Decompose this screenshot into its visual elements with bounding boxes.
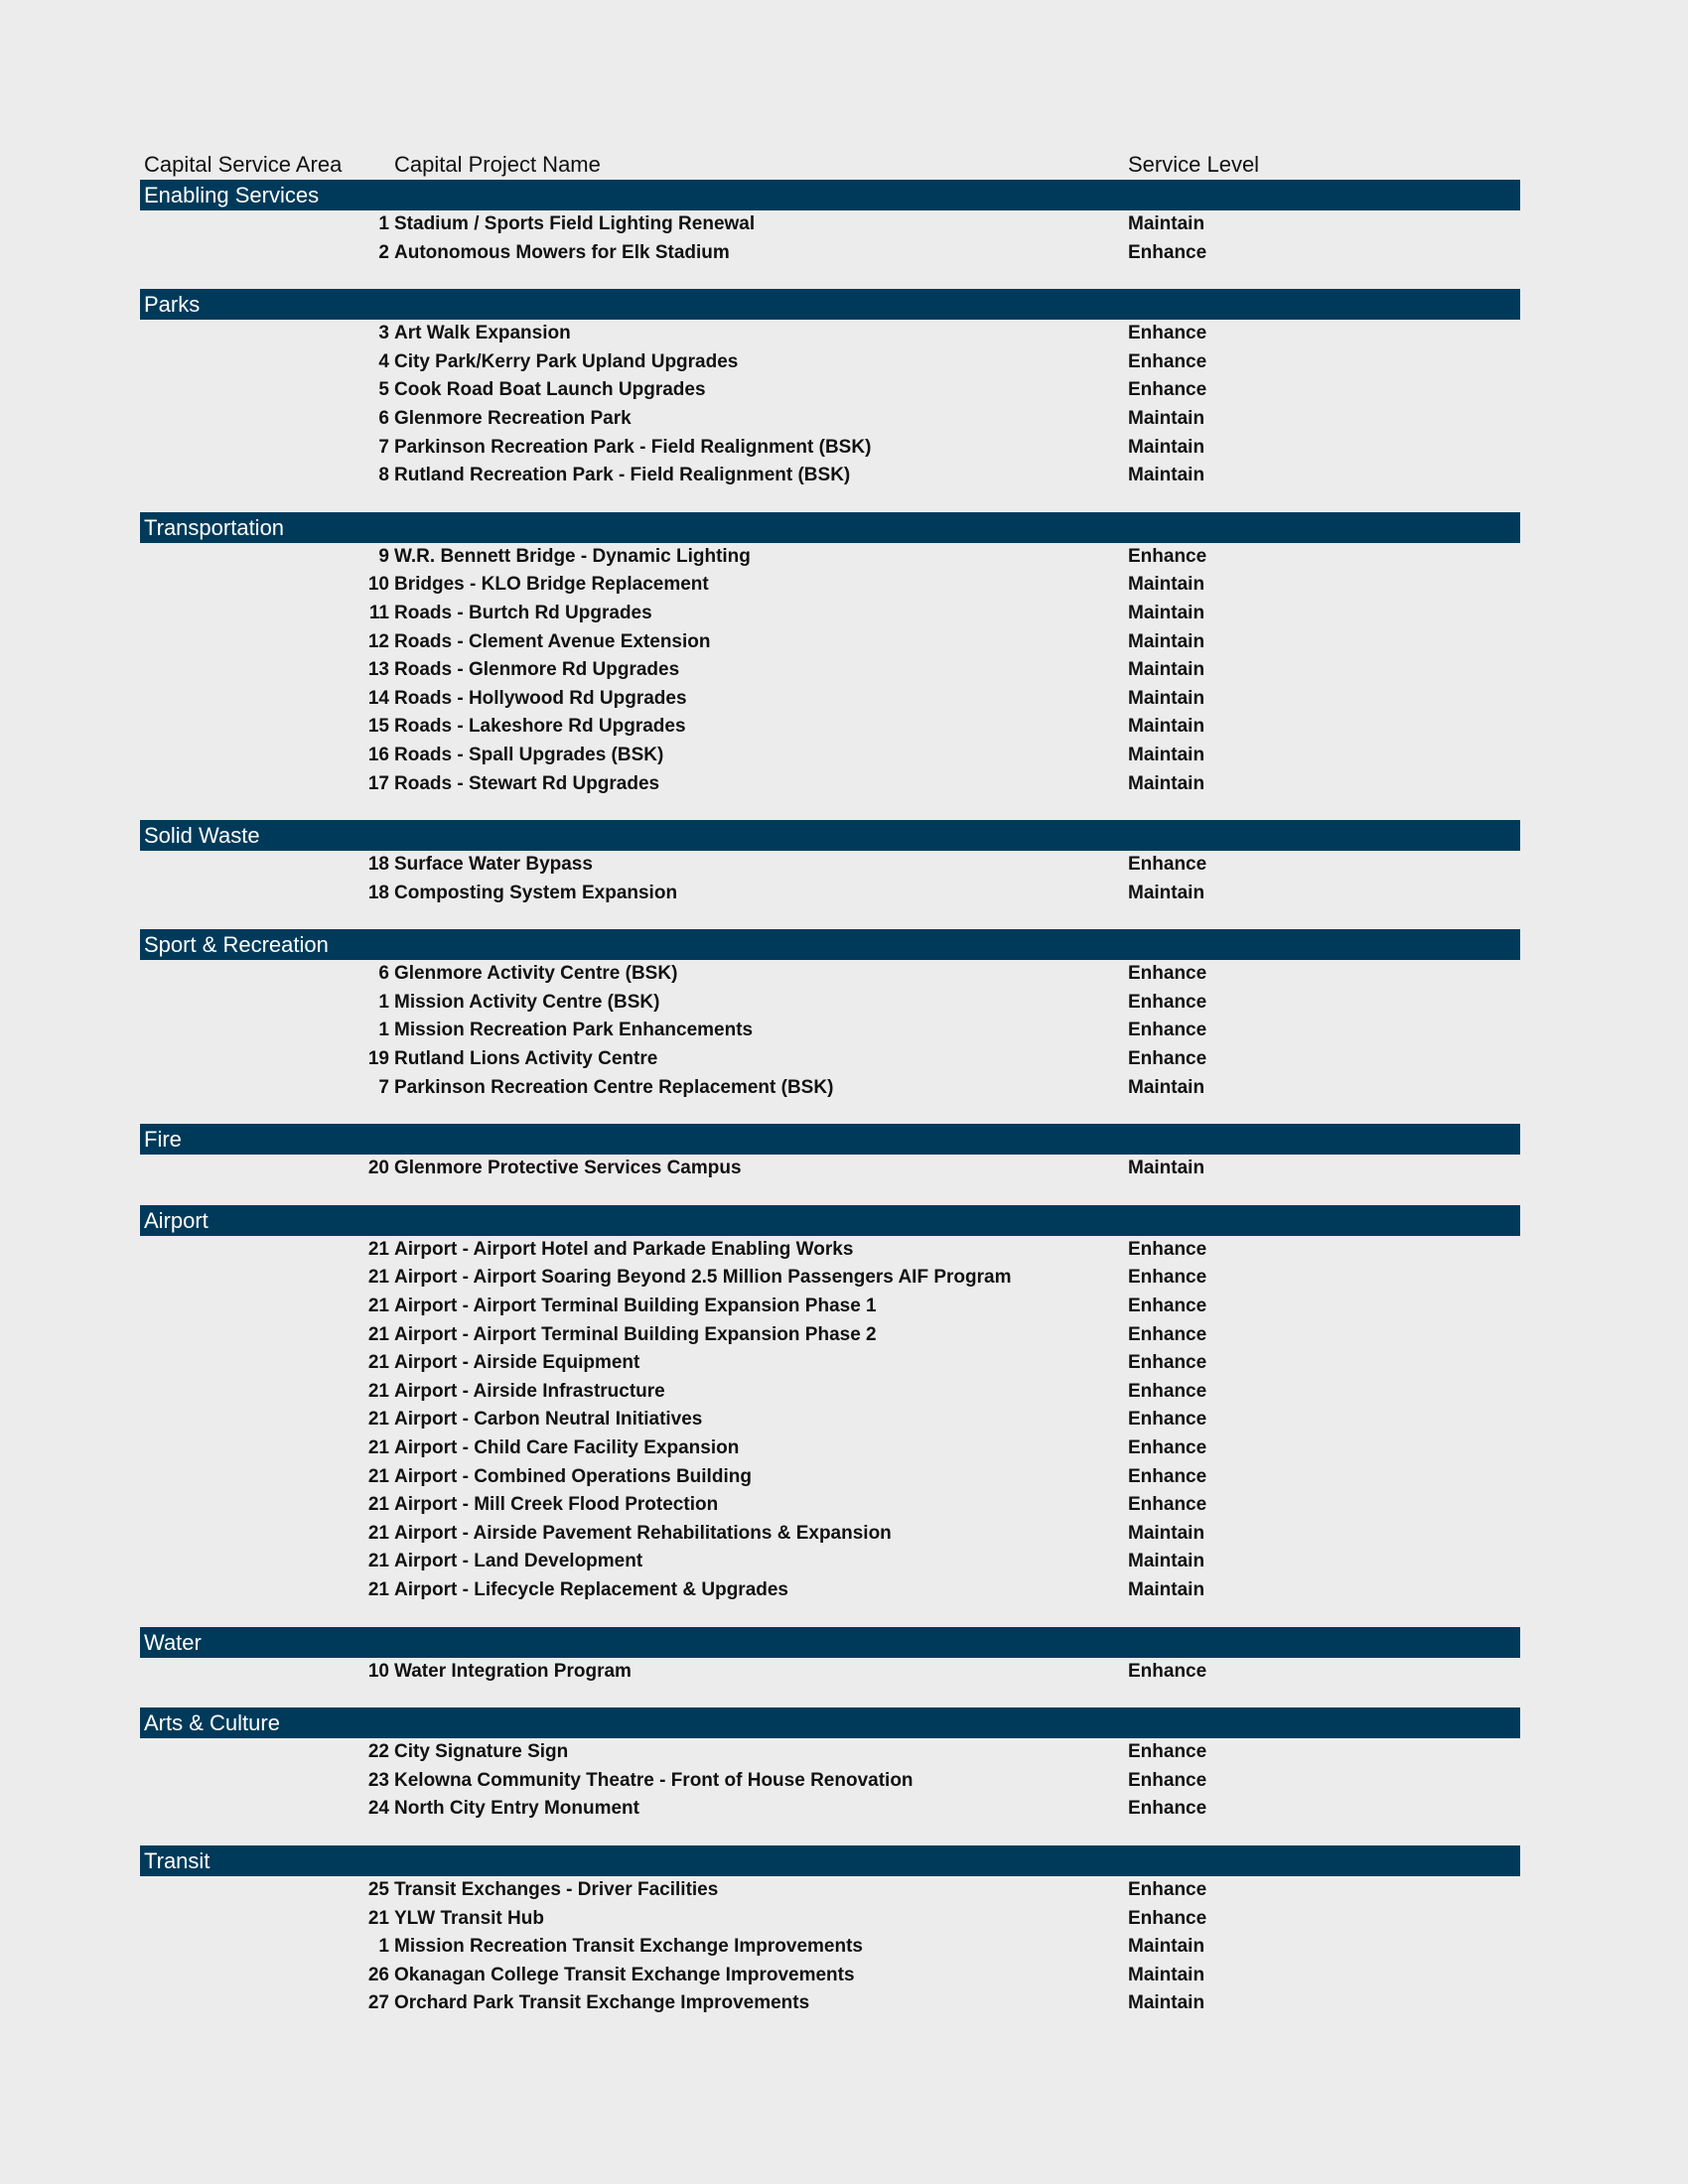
project-name: Glenmore Protective Services Campus — [394, 1158, 742, 1179]
service-level: Maintain — [1128, 772, 1205, 794]
table-row — [140, 770, 1520, 799]
project-number: 21 — [367, 1238, 389, 1260]
table-row — [140, 600, 1520, 628]
section-header: Solid Waste — [140, 820, 1520, 851]
project-number: 1 — [378, 1020, 389, 1041]
project-name: Airport - Airport Soaring Beyond 2.5 Million Passengers AIF Program — [394, 1267, 1012, 1289]
service-level: Maintain — [1128, 574, 1205, 596]
project-number: 13 — [367, 659, 389, 681]
project-name: Airport - Airport Hotel and Parkade Enabling Works — [394, 1238, 854, 1260]
table-row — [140, 348, 1520, 377]
section-spacer — [140, 267, 1520, 289]
column-header-project-name: Capital Project Name — [394, 152, 601, 177]
section — [140, 1205, 1520, 1627]
service-level: Enhance — [1128, 350, 1207, 372]
project-number: 21 — [367, 1494, 389, 1516]
section-spacer — [140, 798, 1520, 820]
table-row — [140, 462, 1520, 490]
project-number: 19 — [367, 1048, 389, 1070]
project-name: Roads - Hollywood Rd Upgrades — [394, 687, 687, 709]
service-level: Enhance — [1128, 1741, 1207, 1763]
project-name: Roads - Lakeshore Rd Upgrades — [394, 716, 686, 738]
project-number: 16 — [367, 744, 389, 765]
table-row — [140, 989, 1520, 1018]
section — [140, 1124, 1520, 1205]
project-number: 21 — [367, 1465, 389, 1487]
section — [140, 1845, 1520, 2018]
section — [140, 820, 1520, 929]
project-name: Cook Road Boat Launch Upgrades — [394, 379, 706, 401]
table-row — [140, 320, 1520, 348]
service-level: Enhance — [1128, 963, 1207, 985]
section-header: Water — [140, 1627, 1520, 1658]
project-number: 21 — [367, 1296, 389, 1317]
service-level: Maintain — [1128, 744, 1205, 765]
project-name: Airport - Land Development — [394, 1551, 643, 1572]
project-name: Rutland Lions Activity Centre — [394, 1048, 658, 1070]
service-level: Enhance — [1128, 1769, 1207, 1791]
table-row — [140, 1576, 1520, 1605]
service-level: Enhance — [1128, 1238, 1207, 1260]
service-level: Maintain — [1128, 1076, 1205, 1098]
section — [140, 1627, 1520, 1708]
project-number: 7 — [378, 1076, 389, 1098]
service-level: Enhance — [1128, 1465, 1207, 1487]
service-level: Enhance — [1128, 1798, 1207, 1820]
service-level: Enhance — [1128, 1267, 1207, 1289]
project-number: 21 — [367, 1437, 389, 1458]
service-level: Maintain — [1128, 716, 1205, 738]
service-level: Maintain — [1128, 1992, 1205, 2014]
service-level: Enhance — [1128, 1048, 1207, 1070]
capital-projects-table — [140, 149, 1520, 2018]
service-level: Enhance — [1128, 854, 1207, 876]
project-number: 8 — [378, 465, 389, 486]
service-level: Enhance — [1128, 1907, 1207, 1929]
table-row — [140, 656, 1520, 685]
table-row — [140, 628, 1520, 657]
project-name: Water Integration Program — [394, 1660, 632, 1682]
project-number: 23 — [367, 1769, 389, 1791]
section-header: Transit — [140, 1845, 1520, 1876]
section-spacer — [140, 907, 1520, 929]
project-name: Transit Exchanges - Driver Facilities — [394, 1878, 719, 1900]
project-number: 10 — [367, 1660, 389, 1682]
table-row — [140, 1017, 1520, 1045]
service-level: Maintain — [1128, 630, 1205, 652]
service-level: Enhance — [1128, 991, 1207, 1013]
project-name: Rutland Recreation Park - Field Realignment (BSK) — [394, 465, 851, 486]
project-name: Airport - Airside Pavement Rehabilitations & Expansion — [394, 1522, 892, 1544]
project-name: Parkinson Recreation Centre Replacement (BSK) — [394, 1076, 834, 1098]
service-level: Enhance — [1128, 1020, 1207, 1041]
project-name: Bridges - KLO Bridge Replacement — [394, 574, 709, 596]
project-name: Stadium / Sports Field Lighting Renewal — [394, 213, 756, 234]
service-level: Maintain — [1128, 213, 1205, 234]
section-spacer — [140, 1686, 1520, 1707]
project-number: 1 — [378, 991, 389, 1013]
project-name: YLW Transit Hub — [394, 1907, 544, 1929]
project-name: Orchard Park Transit Exchange Improvements — [394, 1992, 810, 2014]
project-name: Roads - Glenmore Rd Upgrades — [394, 659, 680, 681]
project-name: Parkinson Recreation Park - Field Realignment (BSK) — [394, 436, 872, 458]
project-name: Mission Recreation Transit Exchange Improvements — [394, 1936, 863, 1958]
project-number: 6 — [378, 407, 389, 429]
table-row — [140, 210, 1520, 239]
project-name: Mission Recreation Park Enhancements — [394, 1020, 754, 1041]
table-row — [140, 685, 1520, 714]
project-name: City Park/Kerry Park Upland Upgrades — [394, 350, 739, 372]
project-number: 4 — [378, 350, 389, 372]
table-row — [140, 1378, 1520, 1407]
section-header: Parks — [140, 289, 1520, 320]
table-row — [140, 1962, 1520, 1990]
project-number: 22 — [367, 1741, 389, 1763]
service-level: Enhance — [1128, 1380, 1207, 1402]
table-row — [140, 1738, 1520, 1767]
project-name: Airport - Airport Terminal Building Expansion Phase 2 — [394, 1323, 877, 1345]
project-number: 12 — [367, 630, 389, 652]
project-number: 14 — [367, 687, 389, 709]
project-name: Airport - Airport Terminal Building Expansion Phase 1 — [394, 1296, 877, 1317]
project-name: Airport - Mill Creek Flood Protection — [394, 1494, 719, 1516]
table-row — [140, 1658, 1520, 1687]
project-number: 17 — [367, 772, 389, 794]
section-header: Airport — [140, 1205, 1520, 1236]
service-level: Enhance — [1128, 1660, 1207, 1682]
project-name: Roads - Clement Avenue Extension — [394, 630, 711, 652]
service-level: Maintain — [1128, 436, 1205, 458]
project-name: Kelowna Community Theatre - Front of House Renovation — [394, 1769, 914, 1791]
service-level: Maintain — [1128, 465, 1205, 486]
project-name: Airport - Airside Equipment — [394, 1352, 640, 1374]
project-name: Roads - Burtch Rd Upgrades — [394, 602, 652, 623]
project-number: 3 — [378, 323, 389, 344]
service-level: Enhance — [1128, 1409, 1207, 1431]
section — [140, 1707, 1520, 1845]
table-row — [140, 1876, 1520, 1905]
table-row — [140, 1321, 1520, 1350]
column-header-service-area: Capital Service Area — [144, 152, 343, 177]
service-level: Maintain — [1128, 1964, 1205, 1985]
project-number: 11 — [368, 602, 389, 623]
service-level: Maintain — [1128, 1936, 1205, 1958]
project-name: Mission Activity Centre (BSK) — [394, 991, 660, 1013]
project-number: 21 — [367, 1323, 389, 1345]
table-row — [140, 1293, 1520, 1321]
project-name: Airport - Lifecycle Replacement & Upgrades — [394, 1578, 788, 1600]
project-name: Airport - Combined Operations Building — [394, 1465, 752, 1487]
table-row — [140, 1074, 1520, 1103]
table-row — [140, 239, 1520, 268]
project-number: 21 — [367, 1551, 389, 1572]
section-header: Enabling Services — [140, 180, 1520, 210]
project-number: 1 — [378, 213, 389, 234]
service-level: Enhance — [1128, 1296, 1207, 1317]
table-row — [140, 851, 1520, 880]
table-row — [140, 571, 1520, 600]
section-spacer — [140, 490, 1520, 512]
table-row — [140, 880, 1520, 908]
project-number: 18 — [367, 854, 389, 876]
table-row — [140, 405, 1520, 434]
project-number: 21 — [367, 1352, 389, 1374]
project-name: Surface Water Bypass — [394, 854, 593, 876]
service-level: Enhance — [1128, 1494, 1207, 1516]
section — [140, 180, 1520, 289]
service-level: Maintain — [1128, 602, 1205, 623]
project-number: 21 — [367, 1907, 389, 1929]
table-row — [140, 1264, 1520, 1293]
table-row — [140, 1236, 1520, 1265]
section-spacer — [140, 1183, 1520, 1205]
service-level: Enhance — [1128, 323, 1207, 344]
table-row — [140, 376, 1520, 405]
service-level: Maintain — [1128, 1578, 1205, 1600]
project-number: 24 — [367, 1798, 389, 1820]
table-row — [140, 713, 1520, 742]
project-number: 20 — [367, 1158, 389, 1179]
service-level: Enhance — [1128, 1437, 1207, 1458]
service-level: Maintain — [1128, 687, 1205, 709]
section-header: Sport & Recreation — [140, 929, 1520, 960]
project-name: Airport - Carbon Neutral Initiatives — [394, 1409, 703, 1431]
project-number: 10 — [367, 574, 389, 596]
service-level: Maintain — [1128, 1158, 1205, 1179]
project-name: City Signature Sign — [394, 1741, 569, 1763]
table-row — [140, 1155, 1520, 1183]
table-row — [140, 434, 1520, 463]
section-header: Arts & Culture — [140, 1707, 1520, 1738]
table-row — [140, 742, 1520, 770]
service-level: Enhance — [1128, 545, 1207, 567]
service-level: Enhance — [1128, 1878, 1207, 1900]
project-name: Autonomous Mowers for Elk Stadium — [394, 241, 730, 263]
project-number: 21 — [367, 1522, 389, 1544]
table-row — [140, 1767, 1520, 1796]
table-row — [140, 1933, 1520, 1962]
project-name: Airport - Airside Infrastructure — [394, 1380, 665, 1402]
service-level: Maintain — [1128, 659, 1205, 681]
table-row — [140, 1406, 1520, 1434]
service-level: Maintain — [1128, 1551, 1205, 1572]
project-number: 21 — [367, 1380, 389, 1402]
service-level: Enhance — [1128, 241, 1207, 263]
project-number: 21 — [367, 1578, 389, 1600]
project-number: 5 — [378, 379, 389, 401]
table-row — [140, 1548, 1520, 1576]
service-level: Maintain — [1128, 1522, 1205, 1544]
table-row — [140, 1349, 1520, 1378]
project-name: Roads - Stewart Rd Upgrades — [394, 772, 660, 794]
section — [140, 289, 1520, 512]
project-number: 7 — [378, 436, 389, 458]
table-row — [140, 1905, 1520, 1934]
section — [140, 929, 1520, 1124]
section-header: Transportation — [140, 512, 1520, 543]
project-number: 9 — [378, 545, 389, 567]
project-number: 18 — [367, 882, 389, 903]
service-level: Enhance — [1128, 379, 1207, 401]
table-row — [140, 1491, 1520, 1520]
project-number: 26 — [367, 1964, 389, 1985]
service-level: Enhance — [1128, 1323, 1207, 1345]
project-number: 6 — [378, 963, 389, 985]
project-number: 27 — [367, 1992, 389, 2014]
service-level: Enhance — [1128, 1352, 1207, 1374]
table-row — [140, 1434, 1520, 1463]
project-number: 1 — [378, 1936, 389, 1958]
project-name: Airport - Child Care Facility Expansion — [394, 1437, 740, 1458]
section — [140, 512, 1520, 820]
project-number: 25 — [367, 1878, 389, 1900]
project-number: 21 — [367, 1409, 389, 1431]
project-number: 15 — [367, 716, 389, 738]
table-row — [140, 1463, 1520, 1492]
project-name: Composting System Expansion — [394, 882, 678, 903]
project-name: W.R. Bennett Bridge - Dynamic Lighting — [394, 545, 751, 567]
table-row — [140, 1989, 1520, 2018]
section-spacer — [140, 1824, 1520, 1845]
column-header-service-level: Service Level — [1128, 152, 1260, 177]
column-header-row — [140, 149, 1520, 180]
service-level: Maintain — [1128, 407, 1205, 429]
service-level: Maintain — [1128, 882, 1205, 903]
project-number: 21 — [367, 1267, 389, 1289]
project-name: North City Entry Monument — [394, 1798, 639, 1820]
project-name: Glenmore Activity Centre (BSK) — [394, 963, 678, 985]
project-name: Glenmore Recreation Park — [394, 407, 632, 429]
project-name: Okanagan College Transit Exchange Improvements — [394, 1964, 855, 1985]
table-row — [140, 1795, 1520, 1824]
section-spacer — [140, 1102, 1520, 1124]
table-row — [140, 1045, 1520, 1074]
section-header: Fire — [140, 1124, 1520, 1155]
table-row — [140, 1520, 1520, 1549]
project-name: Roads - Spall Upgrades (BSK) — [394, 744, 664, 765]
sections-container — [140, 180, 1520, 2018]
section-spacer — [140, 1605, 1520, 1627]
project-number: 2 — [378, 241, 389, 263]
project-name: Art Walk Expansion — [394, 323, 571, 344]
table-row — [140, 543, 1520, 572]
table-row — [140, 960, 1520, 989]
